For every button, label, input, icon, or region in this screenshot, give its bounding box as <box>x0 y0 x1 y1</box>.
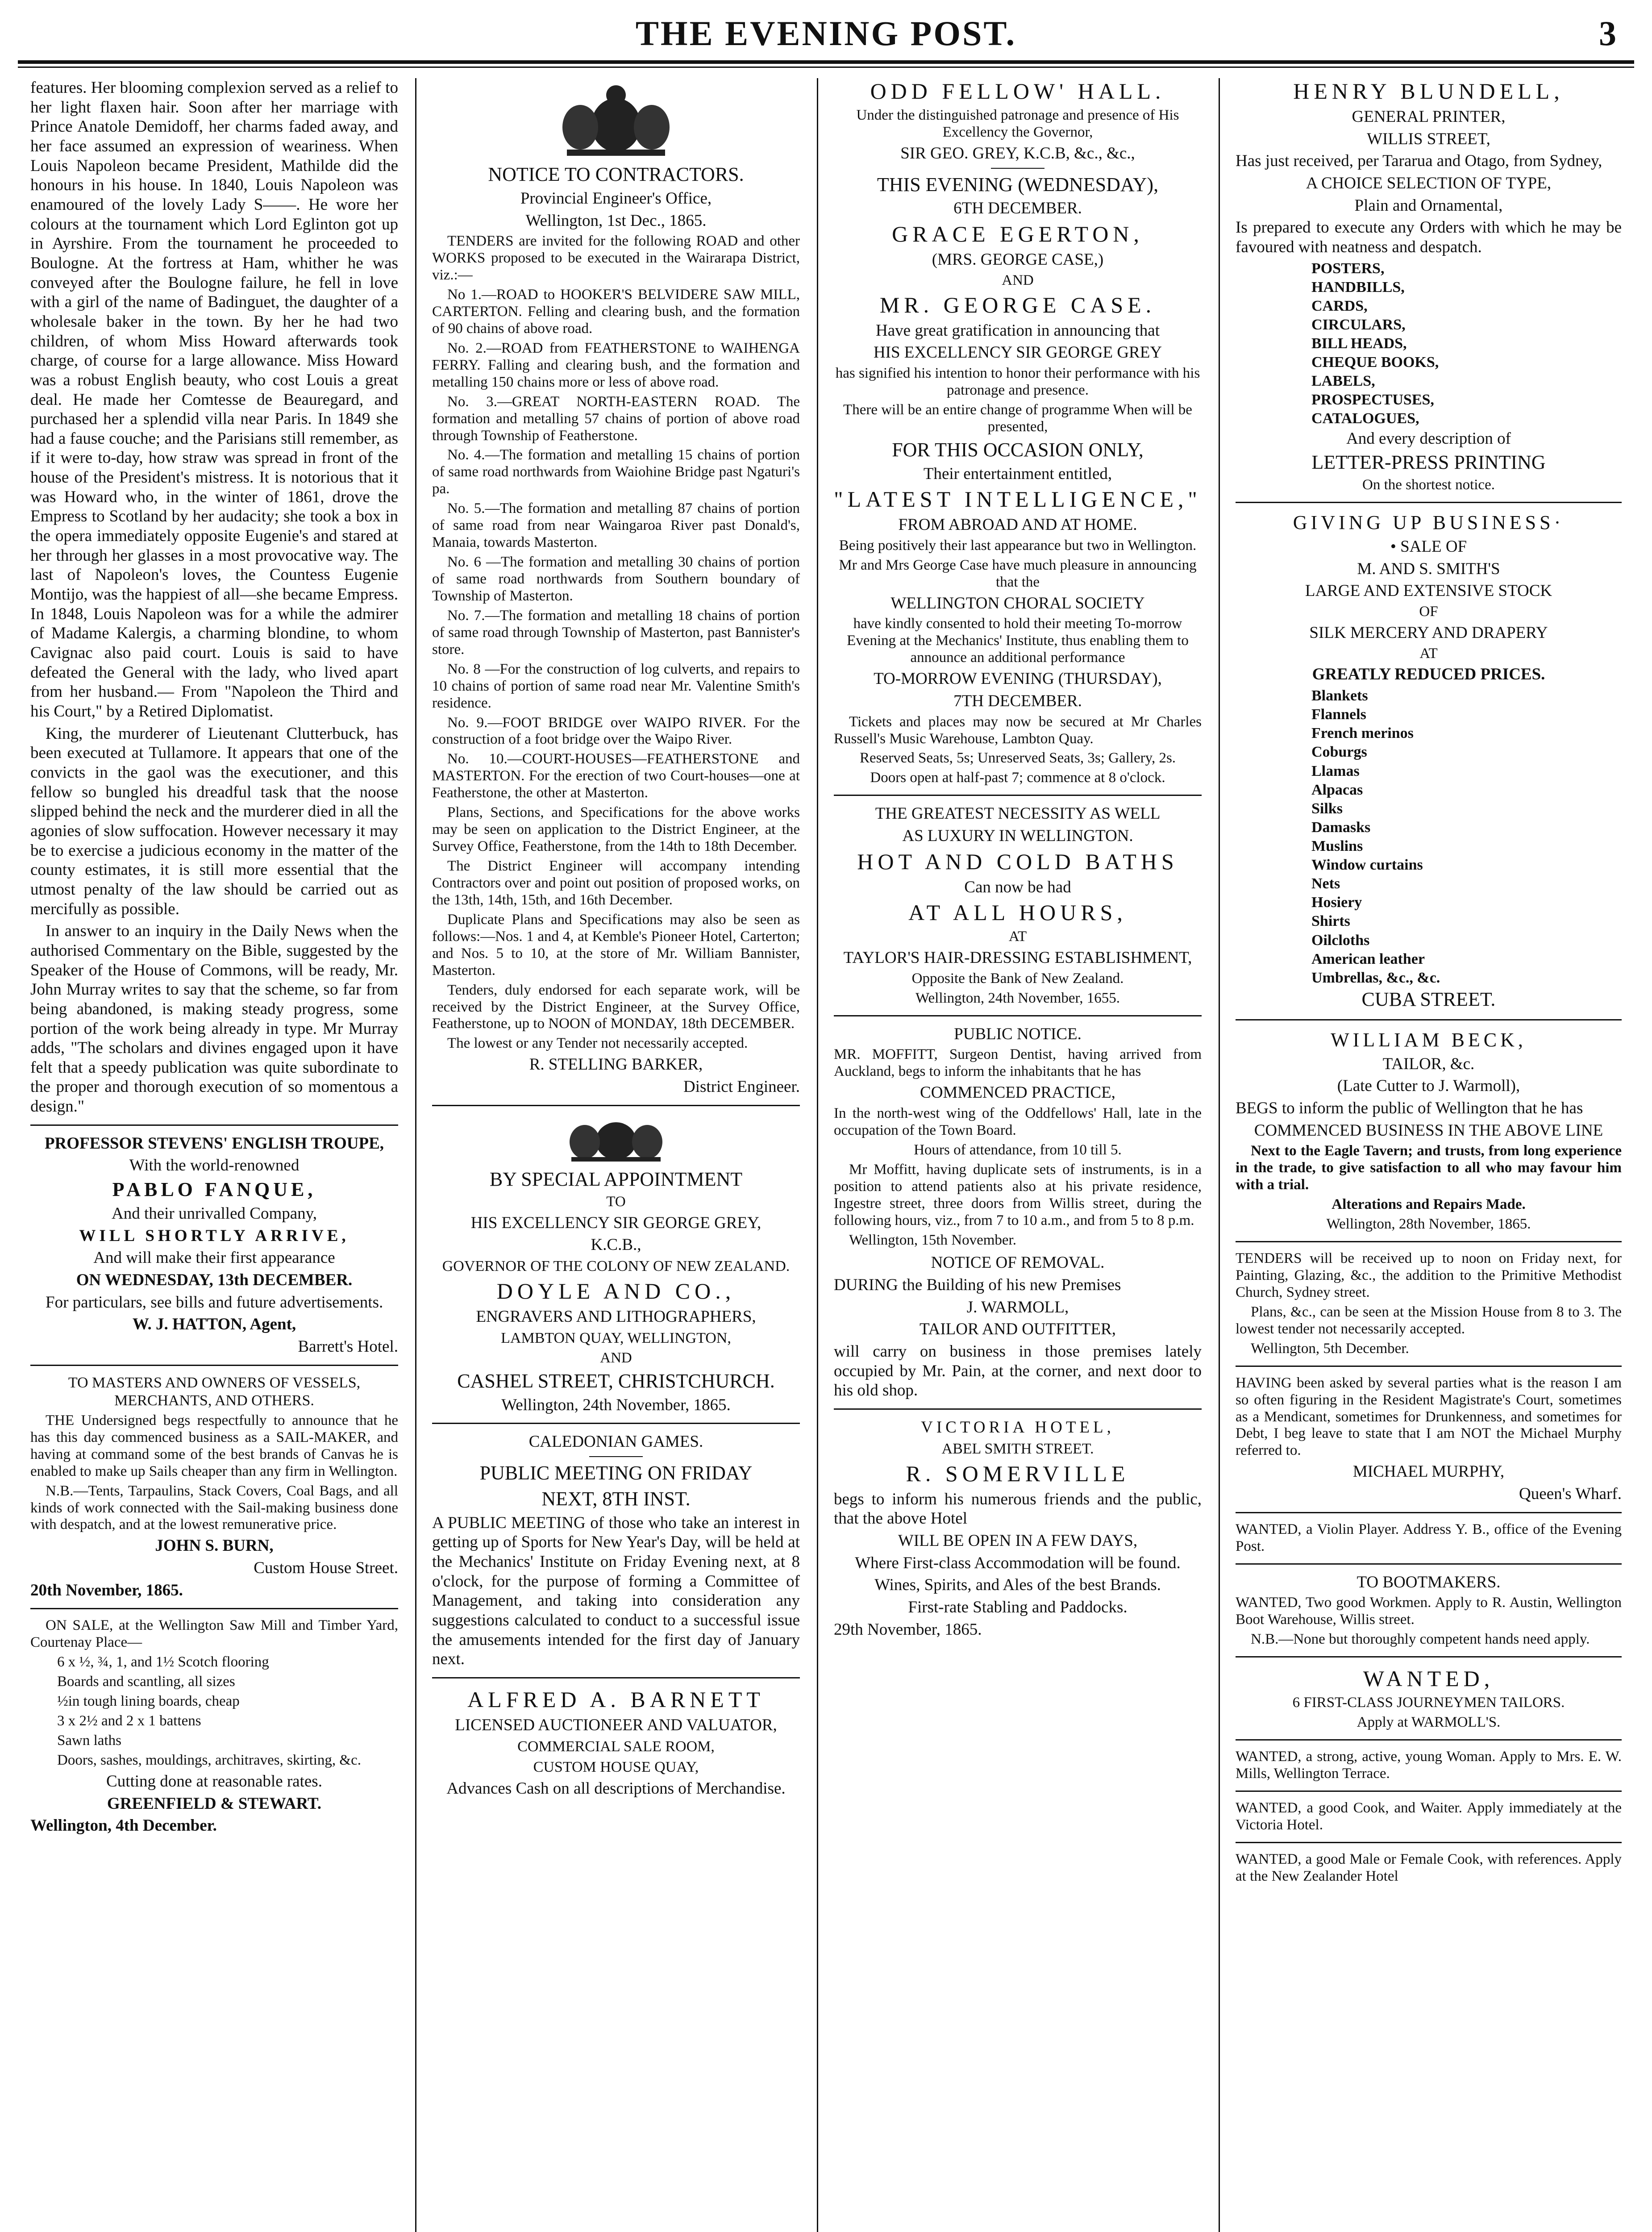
column-2 <box>420 78 812 2232</box>
royal-arms-icon <box>549 83 683 158</box>
ad-victoria-hotel: VICTORIA HOTEL, ABEL SMITH STREET. R. SOMERVILLE begs to inform his numerous friends and the public, that the above Hotel WILL BE OPEN IN A FEW DAYS, Where First-class Accommodation will be found. Wines, Spirits, and Ales of the best Brands. First-rate Stabling and Paddocks. 29th November, 1865. <box>834 1418 1202 1639</box>
ad-henry-blundell-printer: HENRY BLUNDELL, GENERAL PRINTER, WILLIS STREET, Has just received, per Tararua and Otago, from Sydney, A CHOICE SELECTION OF TYPE, Plain and Ornamental, Is prepared to execute any Orders with which he may be favoured with neatness and despatch. POSTERS, HANDBILLS, CARDS, CIRCULARS, BILL HEADS, CHEQUE BOOKS, LABELS, PROSPECTUSES, CATALOGUES, And every description of LETTER-PRESS PRINTING On the shortest notice. <box>1236 79 1622 493</box>
column-1 <box>18 78 411 2232</box>
masthead <box>0 0 1652 67</box>
ad-sail-maker: TO MASTERS AND OWNERS OF VESSELS, MERCHANTS, AND OTHERS. THE Undersigned begs respectfully to announce that he has this day commenced business as a SAIL-MAKER, and having at command some of the best brands of Canvas he is enabled to make up Sails cheaper than any firm in Wellington. N.B.—Tents, Tarpaulins, Stack Covers, Coal Bags, and all kinds of work connected with the Sail-making business done with despatch, and at the lowest remunerative price. JOHN S. BURN, Custom House Street. 20th November, 1865. <box>30 1374 398 1599</box>
rule <box>1236 1656 1622 1657</box>
rule <box>1236 1842 1622 1843</box>
ad-stevens-troupe: PROFESSOR STEVENS' ENGLISH TROUPE, With the world-renowned PABLO FANQUE, And their unrivalled Company, WILL SHORTLY ARRIVE, And will make their first appearance ON WEDNESDAY, 13th DECEMBER. For particulars, see bills and future advertisements. W. J. HATTON, Agent, Barrett's Hotel. <box>44 1134 398 1356</box>
rule <box>432 1105 800 1106</box>
ad-william-beck-tailor: WILLIAM BECK, TAILOR, &c. (Late Cutter to J. Warmoll), BEGS to inform the public of Wellington that he has COMMENCED BUSINESS IN THE ABOVE LINE Next to the Eagle Tavern; and trusts, from long experience in the trade, to give satisfaction to all who may favour him with a trial. Alterations and Repairs Made. Wellington, 28th November, 1865. <box>1236 1029 1622 1233</box>
ad-taylors-baths: THE GREATEST NECESSITY AS WELL AS LUXURY IN WELLINGTON. HOT AND COLD BATHS Can now be had AT ALL HOURS, AT TAYLOR'S HAIR-DRESSING ESTABLISHMENT, Opposite the Bank of New Zealand. Wellington, 24th November, 1655. <box>843 804 1192 1006</box>
rule <box>1236 1241 1622 1242</box>
masthead-rule <box>18 60 1634 68</box>
ad-warmoll-removal: NOTICE OF REMOVAL. DURING the Building of his new Premises J. WARMOLL, TAILOR AND OUTFITTER, will carry on business in those premises lately occupied by Mr. Pain, at the corner, and next door to his old shop. <box>834 1253 1202 1400</box>
rule <box>834 1408 1202 1410</box>
column-4 <box>1223 78 1634 2232</box>
article-napoleon: features. Her blooming complexion served as a relief to her light flaxen hair. Soon after her marriage with Prince Anatole Demidoff, her charms faded away, and her face assumed an expression of weariness. When Louis Napoleon became President, Mathilde did the honours in his house. In 1840, Louis Napoleon was enamoured of the lovely Lady S——. He wore her colours at the tournament which Lord Eglinton got up in Ayrshire. From the tournament he proceeded to Boulogne. At the fortress at Ham, whither he was conveyed after the Boulogne failure, he fell in love with a girl of the name of Badinguet, the daughter of a wholesale baker in the town. By her he had two children, of whom Miss Howard afterwards took charge, of course for a large allowance. Miss Howard was a robust English beauty, who cost Louis a great deal. He made her Comtesse de Beauregard, and purchased her a splendid villa near Paris. In 1849 she had a fause couche; and the Parisians still remember, as if it were to-day, how straw was spread in front of the house of the President's mistress. It is notorious that it was Howard who, in the winter of 1861, drove the Empress to Scotland by her audacity; she took a box in the opera immediately opposite Eugenie's and stared at her through her glasses in a most provocative way. The last of Napoleon's loves, the Countess Eugenie Montijo, was the happiest of all—she became Empress. In 1848, Louis Napoleon was for a while the admirer of Madame Kalergis, a charming blondine, to whom Cavignac also paid court. Louis is said to have defeated the General with the lady, who lived apart from her husband.— From "Napoleon the Third and his Court," by a Retired Diplomatist. <box>30 79 398 720</box>
ad-michael-murphy: HAVING been asked by several parties what is the reason I am so often figuring in the Resident Magistrate's Court, sometimes as a Mendicant, sometimes for Drunkenness, and sometimes for Debt, I beg leave to state that I am NOT the Michael Murphy referred to. MICHAEL MURPHY, Queen's Wharf. <box>1236 1374 1622 1503</box>
ad-doyle-engravers: BY SPECIAL APPOINTMENT TO HIS EXCELLENCY SIR GEORGE GREY, K.C.B., GOVERNOR OF THE COLONY OF NEW ZEALAND. DOYLE AND CO., ENGRAVERS AND LITHOGRAPHERS, LAMBTON QUAY, WELLINGTON, AND CASHEL STREET, CHRISTCHURCH. Wellington, 24th November, 1865. <box>442 1168 790 1414</box>
printing-services-list: POSTERS, HANDBILLS, CARDS, CIRCULARS, BILL HEADS, CHEQUE BOOKS, LABELS, PROSPECTUSES, CATALOGUES, <box>1311 260 1439 427</box>
rule <box>30 1365 398 1366</box>
ad-wanted-woman: WANTED, a strong, active, young Woman. Apply to Mrs. E. W. Mills, Wellington Terrace. <box>1236 1748 1622 1782</box>
rule <box>432 1677 800 1678</box>
rule <box>1236 1366 1622 1367</box>
ad-wanted-tailors: WANTED, 6 FIRST-CLASS JOURNEYMEN TAILORS. Apply at WARMOLL'S. <box>1292 1666 1565 1730</box>
rule <box>1236 502 1622 503</box>
column-divider <box>1219 78 1220 2232</box>
ad-to-bootmakers: TO BOOTMAKERS. WANTED, Two good Workmen. Apply to R. Austin, Wellington Boot Warehouse, Willis street. N.B.—None but thoroughly competent hands need apply. <box>1236 1573 1622 1648</box>
ad-odd-fellows-hall: ODD FELLOW' HALL. Under the distinguished patronage and presence of His Excellency the Governor, SIR GEO. GREY, K.C.B, &c., &c., THIS EVENING (WEDNESDAY), 6TH DECEMBER. GRACE EGERTON, (MRS. GEORGE CASE,) AND MR. GEORGE CASE. Have great gratification in announcing that HIS EXCELLENCY SIR GEORGE GREY has signified his intention to honor their performance with his patronage and presence. There will be an entire change of programme When will be presented, FOR THIS OCCASION ONLY, Their entertainment entitled, "LATEST INTELLIGENCE," FROM ABROAD AND AT HOME. Being positively their last appearance but two in Wellington. Mr and Mrs George Case have much pleasure in announcing that the WELLINGTON CHORAL SOCIETY have kindly consented to hold their meeting To-morrow Evening at the Mechanics' Institute, thus enabling them to announce an additional performance TO-MORROW EVENING (THURSDAY), 7TH DECEMBER. Tickets and places may now be secured at Mr Charles Russell's Music Warehouse, Lambton Quay. Reserved Seats, 5s; Unreserved Seats, 3s; Gallery, 2s. Doors open at half-past 7; commence at 8 o'clock. <box>834 79 1202 786</box>
ad-barnett-auctioneer: ALFRED A. BARNETT LICENSED AUCTIONEER AND VALUATOR, COMMERCIAL SALE ROOM, CUSTOM HOUSE QUAY, Advances Cash on all descriptions of Merchandise. <box>446 1686 786 1798</box>
rule <box>1236 1512 1622 1513</box>
ad-wanted-cook-waiter: WANTED, a good Cook, and Waiter. Apply immediately at the Victoria Hotel. <box>1236 1799 1622 1833</box>
rule <box>1236 1791 1622 1792</box>
ad-wanted-cook: WANTED, a good Male or Female Cook, with references. Apply at the New Zealander Hotel <box>1236 1851 1622 1884</box>
article-king-execution: King, the murderer of Lieutenant Clutterbuck, has been executed at Tullamore. It appears that one of the convicts in the gaol was the executioner, and this fellow so bungled his dreadful task that the noose slipped behind the neck and the murderer died in all the agonies of slow suffocation. However necessary it may be to exercise a judicious economy in the matter of the county estimates, it is still more essential that the utmost penalty of the law should be carried out as mercifully as possible. <box>30 724 399 918</box>
page-number: 3 <box>1599 14 1616 53</box>
rule <box>834 795 1202 796</box>
column-divider <box>817 78 818 2232</box>
article-bible-commentary: In answer to an inquiry in the Daily News when the authorised Commentary on the Bible, suggested by the Speaker of the House of Commons, will be ready, Mr. John Murray writes to say that the scheme, so far from being abandoned, is making steady progress, some portion of the work being already in type. Mr Murray adds, "The scholars and divines engaged upon it have felt that a speedy publication was quite subordinate to the proper and thorough execution of so momentous a design." <box>30 922 398 1116</box>
ad-methodist-tenders: TENDERS will be received up to noon on Friday next, for Painting, Glazing, &c., the addition to the Primitive Methodist Church, Sydney street. Plans, &c., can be seen at the Mission House from 8 to 3. The lowest tender not necessarily accepted. Wellington, 5th December. <box>1236 1250 1622 1357</box>
royal-arms-icon <box>553 1114 678 1163</box>
rule <box>30 1124 398 1126</box>
newspaper-title: THE EVENING POST. <box>635 14 1017 53</box>
rule <box>1236 1019 1622 1020</box>
ad-wanted-violin: WANTED, a Violin Player. Address Y. B., office of the Evening Post. <box>1236 1521 1622 1554</box>
ad-caledonian-games: CALEDONIAN GAMES. PUBLIC MEETING ON FRIDAY NEXT, 8TH INST. A PUBLIC MEETING of those who take an interest in getting up of Sports for New Year's Day, will be held at the Mechanics' Institute on Friday Evening next, at 8 o'clock, for the purpose of forming a Committee of Management, and taking into consideration any suggestions calculated to conduct to a successful issue the amusements intended for the first day of January next. <box>432 1432 800 1669</box>
ad-moffitt-dentist: PUBLIC NOTICE. MR. MOFFITT, Surgeon Dentist, having arrived from Auckland, begs to inform the inhabitants that he has COMMENCED PRACTICE, In the north-west wing of the Oddfellows' Hall, late in the occupation of the Town Board. Hours of attendance, from 10 till 5. Mr Moffitt, having duplicate sets of instruments, is in a position to attend patients also at his private residence, Ingestre street, three doors from Willis street, during the following hours, viz., from 7 to 10 a.m., and from 5 to 8 p.m. Wellington, 15th November. <box>834 1024 1202 1248</box>
ad-notice-to-contractors: NOTICE TO CONTRACTORS. Provincial Engineer's Office, Wellington, 1st Dec., 1865. TENDERS are invited for the following ROAD and other WORKS proposed to be executed in the Wairarapa District, viz.:— No 1.—ROAD to HOOKER'S BELVIDERE SAW MILL, CARTERTON. Felling and clearing bush, and the formation of 90 chains of above road. No. 2.—ROAD from FEATHERSTONE to WAIHENGA FERRY. Falling and clearing bush, and the formation and metalling 150 chains more or less of above road. No. 3.—GREAT NORTH-EASTERN ROAD. The formation and metalling 57 chains of portion of above road through Township of Featherstone. No. 4.—The formation and metalling 15 chains of portion of same road northwards from Waiohine Bridge past Ngaturi's pa. No. 5.—The formation and metalling 87 chains of portion of same road from near Waingaroa River past Donald's, Manaia, towards Masterton. No. 6 —The formation and metalling 30 chains of portion of same road northwards from Southern boundary of Township of Masterton. No. 7.—The formation and metalling 18 chains of portion of same road through Township of Masterton, past Bannister's store. No. 8 —For the construction of log culverts, and repairs to 10 chains of portion of same road near Mr. Valentine Smith's residence. No. 9.—FOOT BRIDGE over WAIPO RIVER. For the construction of a foot bridge over the Waipo River. No. 10.—COURT-HOUSES—FEATHERSTONE and MASTERTON. For the erection of two Court-houses—one at Featherstone, the other at Masterton. Plans, Sections, and Specifications for the above works may be seen on application to the District Engineer, at the Survey Office, Featherstone, from the 14th to 18th December. The District Engineer will accompany intending Contractors over and point out position of proposed works, on the 13th, 14th, 15th, and 16th December. Duplicate Plans and Specifications may also be seen as follows:—Nos. 1 and 4, at Kemble's Pioneer Hotel, Carterton; and Nos. 5 to 10, at the store of Mr. William Bannister, Masterton. Tenders, duly endorsed for each separate work, will be received by the District Engineer, at the Survey Office, Featherstone, up to NOON of MONDAY, 18th DECEMBER. The lowest or any Tender not necessarily accepted. R. STELLING BARKER, District Engineer. <box>432 163 800 1096</box>
rule <box>1236 1563 1622 1565</box>
column-divider <box>415 78 416 2232</box>
rule <box>1236 1739 1622 1741</box>
column-3 <box>821 78 1214 2232</box>
drapery-items-list: Blankets Flannels French merinos Coburgs Llamas Alpacas Silks Damasks Muslins Window curtains Nets Hosiery Shirts Oilcloths American leather Umbrellas, &c., &c. <box>1311 687 1440 986</box>
ad-saw-mill: ON SALE, at the Wellington Saw Mill and Timber Yard, Courtenay Place— 6 x ½, ¾, 1, and 1½ Scotch flooring Boards and scantling, all sizes ½in tough lining boards, cheap 3 x 2½ and 2 x 1 battens Sawn laths Doors, sashes, mouldings, architraves, skirting, &c. Cutting done at reasonable rates. GREENFIELD & STEWART. Wellington, 4th December. <box>30 1617 398 1835</box>
rule <box>834 1015 1202 1016</box>
rule <box>30 1608 398 1609</box>
ad-smith-giving-up-business: GIVING UP BUSINESS· • SALE OF M. AND S. SMITH'S LARGE AND EXTENSIVE STOCK OF SILK MERCERY AND DRAPERY AT GREATLY REDUCED PRICES. Blankets Flannels French merinos Coburgs Llamas Alpacas Silks Damasks Muslins Window curtains Nets Hosiery Shirts Oilcloths American leather Umbrellas, &c., &c. CUBA STREET. <box>1236 511 1622 1011</box>
rule <box>432 1423 800 1424</box>
